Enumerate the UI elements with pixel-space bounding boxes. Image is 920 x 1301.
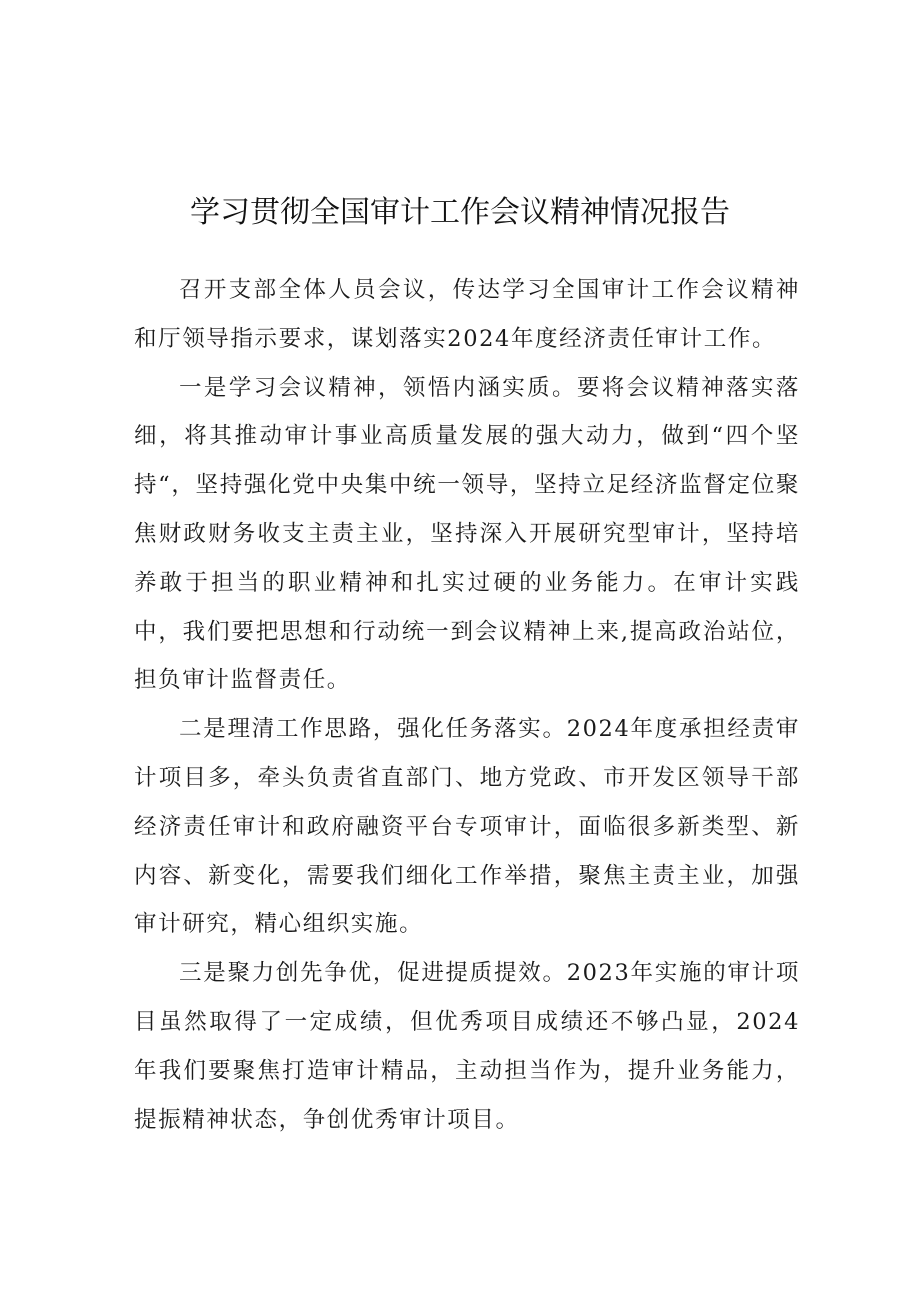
paragraph-intro: 召开支部全体人员会议，传达学习全国审计工作会议精神和厅领导指示要求，谋划落实2024年度经济责任审计工作。 — [134, 277, 800, 352]
paragraph-point-one: 一是学习会议精神，领悟内涵实质。要将会议精神落实落细，将其推动审计事业高质量发展的强大动力，做到“四个坚持“，坚持强化党中央集中统一领导，坚持立足经济监督定位聚焦财政财务收支主责主业，坚持深入开展研究型审计，坚持培养敢于担当的职业精神和扎实过硬的业务能力。在审计实践中，我们要把思想和行动统一到会议精神上来,提高政治站位，担负审计监督责任。 — [134, 374, 800, 694]
paragraph-point-three: 三是聚力创先争优，促进提质提效。2023年实施的审计项目虽然取得了一定成绩，但优秀项目成绩还不够凸显，2024年我们要聚焦打造审计精品，主动担当作为，提升业务能力，提振精神状态，争创优秀审计项目。 — [134, 960, 800, 1133]
paragraph-point-two: 二是理清工作思路，强化任务落实。2024年度承担经责审计项目多，牵头负责省直部门、地方党政、市开发区领导干部经济责任审计和政府融资平台专项审计，面临很多新类型、新内容、新变化，需要我们细化工作举措，聚焦主责主业，加强审计研究，精心组织实施。 — [134, 716, 800, 938]
document-body — [134, 266, 800, 1144]
document-title: 学习贯彻全国审计工作会议精神情况报告 — [190, 195, 730, 231]
